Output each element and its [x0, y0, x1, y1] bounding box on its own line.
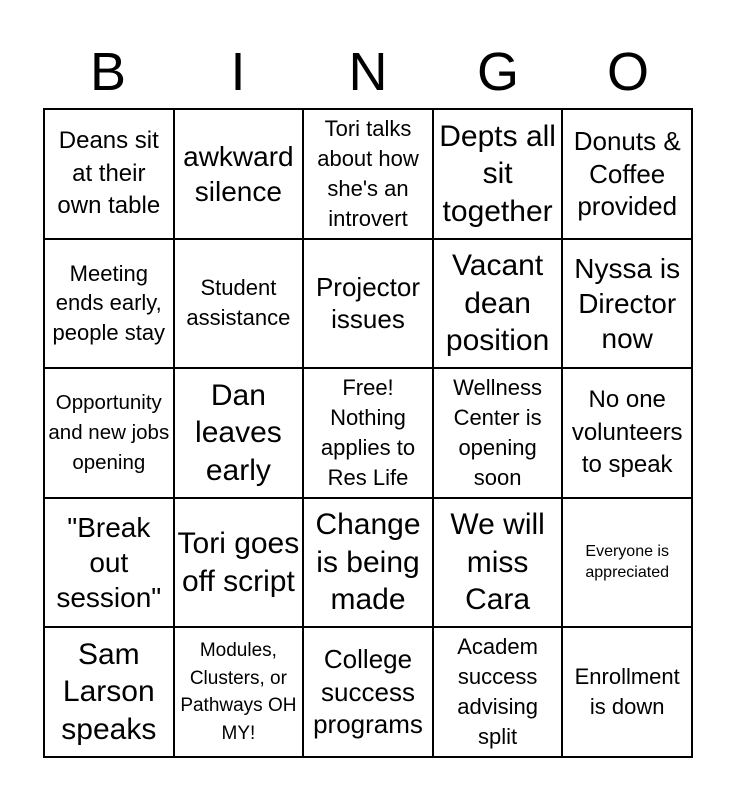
cell-text: Meeting ends early, people stay [52, 260, 166, 346]
cell-text: Donuts & Coffee provided [573, 126, 681, 222]
bingo-cell[interactable] [562, 498, 692, 628]
header-letter-o: O [606, 42, 649, 102]
cell-text: Wellness Center is opening soon [453, 375, 543, 490]
header-letter-n: N [348, 42, 388, 102]
cell-text: College success programs [313, 644, 423, 740]
cell-text: Change is being made [315, 508, 421, 617]
bingo-cell[interactable] [174, 109, 304, 239]
header-letter-i: I [230, 42, 246, 102]
bingo-header [43, 36, 693, 108]
cell-text: Student assistance [186, 275, 291, 331]
bingo-cell[interactable] [174, 239, 304, 369]
bingo-cell[interactable] [433, 109, 563, 239]
cell-text: Dan leaves early [195, 378, 282, 487]
cell-text: awkward silence [183, 140, 294, 207]
bingo-cell[interactable] [562, 239, 692, 369]
cell-text: Opportunity and new jobs opening [48, 391, 170, 474]
bingo-cell[interactable] [433, 498, 563, 628]
cell-text: Vacant dean position [445, 249, 550, 358]
cell-text: Tori talks about how she's an introvert [317, 115, 419, 231]
cell-text: Nyssa is Director now [574, 252, 681, 354]
cell-text: No one volunteers to speak [571, 386, 683, 479]
bingo-cell[interactable] [44, 239, 174, 369]
cell-text: Depts all sit together [439, 119, 556, 228]
bingo-cell[interactable] [174, 368, 304, 498]
bingo-cell[interactable] [174, 627, 304, 757]
bingo-cell[interactable] [44, 368, 174, 498]
bingo-cell[interactable] [433, 239, 563, 369]
bingo-cell[interactable] [44, 109, 174, 239]
cell-text: Tori goes off script [177, 527, 300, 598]
bingo-cell[interactable] [433, 368, 563, 498]
cell-text: Modules, Clusters, or Pathways OH MY! [180, 640, 297, 744]
bingo-cell[interactable] [44, 627, 174, 757]
bingo-card [43, 108, 693, 758]
cell-text: "Break out session" [56, 512, 162, 614]
cell-text: Enrollment is down [574, 664, 680, 720]
bingo-cell[interactable] [562, 627, 692, 757]
cell-text: We will miss Cara [450, 508, 545, 617]
header-letter-b: B [89, 42, 127, 102]
bingo-cell[interactable] [303, 239, 433, 369]
cell-text: Deans sit at their own table [57, 127, 161, 219]
bingo-cell[interactable] [562, 368, 692, 498]
cell-text: Free! Nothing applies to Res Life [320, 375, 416, 490]
bingo-cell[interactable] [562, 109, 692, 239]
bingo-cell[interactable] [433, 627, 563, 757]
cell-text: Everyone is appreciated [585, 543, 669, 581]
bingo-cell[interactable] [303, 627, 433, 757]
header-letter-g: G [476, 42, 519, 102]
bingo-cell[interactable] [174, 498, 304, 628]
bingo-cell[interactable] [303, 498, 433, 628]
cell-text: Sam Larson speaks [61, 637, 157, 746]
cell-text: Projector issues [315, 271, 421, 335]
bingo-cell[interactable] [303, 368, 433, 498]
bingo-cell[interactable] [303, 109, 433, 239]
cell-text: Academ success advising split [457, 634, 538, 750]
bingo-cell[interactable] [44, 498, 174, 628]
